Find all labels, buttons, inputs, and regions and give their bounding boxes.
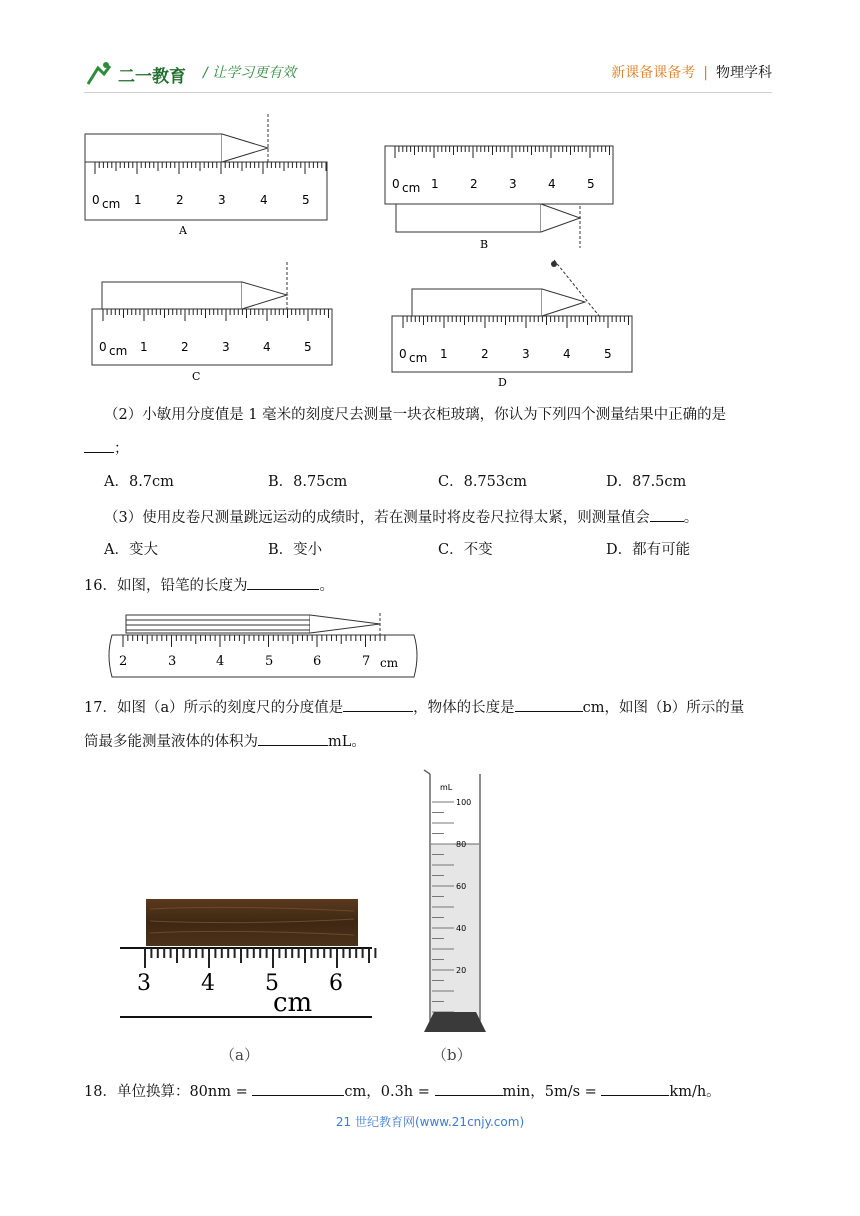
tick-label: 1 (431, 177, 439, 191)
tick-label: 7 (362, 654, 371, 669)
label-b: B (480, 238, 489, 251)
q17-text-b: ，物体的长度是 (413, 700, 515, 716)
tick-label: 2 (481, 347, 489, 361)
tick-label: 2 (181, 340, 189, 354)
q16-stem-end: 。 (319, 578, 334, 594)
q17-line1 (84, 697, 744, 718)
cylinder-tick-label: 100 (456, 798, 472, 807)
q15-2-option-d: D．87.5cm (606, 474, 687, 490)
q15-2-stem: （2）小敏用分度值是 1 毫米的刻度尺去测量一块衣柜玻璃，你认为下列四个测量结果中正确的是 (104, 407, 727, 423)
tick-label: 4 (216, 654, 225, 669)
q18-text-a: 18．单位换算：80nm = (84, 1084, 248, 1100)
header-divider: | (703, 65, 708, 81)
diagram-d (392, 260, 632, 389)
tick-label: 2 (470, 177, 478, 191)
tick-label: 5 (265, 654, 274, 669)
q17-line2 (84, 731, 366, 752)
cylinder-tick-label: 40 (456, 924, 467, 933)
answer-blank[interactable] (343, 697, 413, 712)
ruler-ticks (145, 948, 375, 968)
unit-label: cm (273, 988, 313, 1018)
tick-label: 2 (119, 654, 128, 669)
tick-label: 0 (392, 177, 400, 191)
tick-label: 4 (260, 193, 268, 207)
q17-text-d: 筒最多能测量液体的体积为 (84, 734, 258, 750)
q15-2-suffix: ； (114, 441, 129, 457)
q16-stem (84, 575, 334, 596)
tick-label: 2 (176, 193, 184, 207)
tick-label: 4 (563, 347, 571, 361)
tick-label: 1 (140, 340, 148, 354)
tick-label: 4 (263, 340, 271, 354)
diagram-b (385, 146, 613, 251)
answer-blank[interactable] (435, 1081, 503, 1096)
q18-text-c: min，5m/s = (502, 1084, 597, 1100)
unit-label: cm (109, 344, 128, 358)
answer-blank[interactable] (601, 1081, 669, 1096)
tick-label: 0 (99, 340, 107, 354)
tick-label: 3 (522, 347, 530, 361)
cylinder-tick-label: 80 (456, 840, 467, 849)
tick-label: 6 (329, 971, 343, 996)
q15-2-option-b: B．8.75cm (268, 474, 348, 490)
unit-label: cm (402, 181, 421, 195)
q15-3-option-b: B．变小 (268, 542, 323, 558)
label-d: D (498, 376, 507, 389)
answer-blank[interactable] (258, 731, 328, 746)
tick-label: 5 (587, 177, 595, 191)
q15-2-option-c: C．8.753cm (438, 474, 527, 490)
caption-b: （b） (432, 1046, 472, 1064)
answer-blank[interactable] (650, 507, 684, 522)
q15-3-stem-end: 。 (683, 510, 699, 526)
header-course: 新课备课备考 (611, 65, 696, 81)
unit-label: cm (409, 351, 428, 365)
answer-blank[interactable] (252, 1081, 344, 1096)
q15-3-option-c: C．不变 (438, 542, 493, 558)
answer-blank[interactable] (84, 438, 114, 453)
q18-text-b: cm，0.3h = (344, 1084, 430, 1100)
q15-3-stem (104, 507, 698, 528)
q15-2-option-a: A．8.7cm (104, 474, 174, 490)
svg-text:二一教育: 二一教育 (118, 67, 186, 87)
slogan: / 让学习更有效 (203, 65, 297, 81)
ruler-figure-q15 (80, 112, 640, 390)
unit-label: cm (102, 197, 121, 211)
tick-label: 3 (137, 971, 151, 996)
q18-stem (84, 1081, 721, 1102)
tick-label: 1 (440, 347, 448, 361)
tick-label: 5 (265, 971, 279, 996)
tick-label: 0 (92, 193, 100, 207)
diagram-c (92, 262, 332, 383)
tick-label: 5 (604, 347, 612, 361)
measuring-cylinder-figure (420, 768, 500, 1038)
label-c: C (192, 370, 201, 383)
wood-block-ruler-figure (110, 895, 380, 1025)
tick-label: 3 (222, 340, 230, 354)
cylinder-tick-label: 20 (456, 966, 467, 975)
answer-blank[interactable] (515, 697, 583, 712)
header-subject (611, 62, 772, 82)
q17-text-c: cm，如图（b）所示的量 (582, 700, 745, 716)
q16-stem-text: 16．如图，铅笔的长度为 (84, 578, 248, 594)
tick-label: 4 (548, 177, 556, 191)
cylinder-tick-label: 60 (456, 882, 467, 891)
tick-label: 1 (134, 193, 142, 207)
tick-label: 3 (509, 177, 517, 191)
pencil-ruler-figure (104, 605, 424, 683)
header-rule (84, 92, 772, 93)
q18-text-d: km/h。 (669, 1084, 721, 1100)
tick-label: 5 (302, 193, 310, 207)
ruler-a-labels (137, 971, 343, 1018)
tick-label: 6 (313, 654, 322, 669)
footer-link[interactable]: 21 世纪教育网(www.21cnjy.com) (335, 1115, 525, 1129)
cylinder-unit: mL (440, 783, 453, 792)
label-a: A (179, 224, 187, 237)
header-subject-name: 物理学科 (716, 65, 772, 81)
tick-label: 3 (168, 654, 177, 669)
answer-blank[interactable] (247, 575, 319, 590)
diagram-a (85, 114, 327, 237)
q15-3-option-d: D．都有可能 (606, 542, 691, 558)
cylinder-base (424, 1012, 486, 1032)
q15-3-option-a: A．变大 (104, 542, 158, 558)
q15-2-answer-line (84, 438, 129, 459)
caption-a: （a） (220, 1046, 259, 1064)
logo (84, 60, 194, 90)
tick-label: 5 (304, 340, 312, 354)
q17-text-e: mL。 (328, 734, 366, 750)
tick-label: 4 (201, 971, 215, 996)
tick-label: 0 (399, 347, 407, 361)
q17-text-a: 17．如图（a）所示的刻度尺的分度值是 (84, 700, 344, 716)
q15-3-stem-text: （3）使用皮卷尺测量跳远运动的成绩时，若在测量时将皮卷尺拉得太紧，则测量值会 (104, 510, 650, 526)
tick-label: 3 (218, 193, 226, 207)
unit-label: cm (380, 656, 399, 670)
